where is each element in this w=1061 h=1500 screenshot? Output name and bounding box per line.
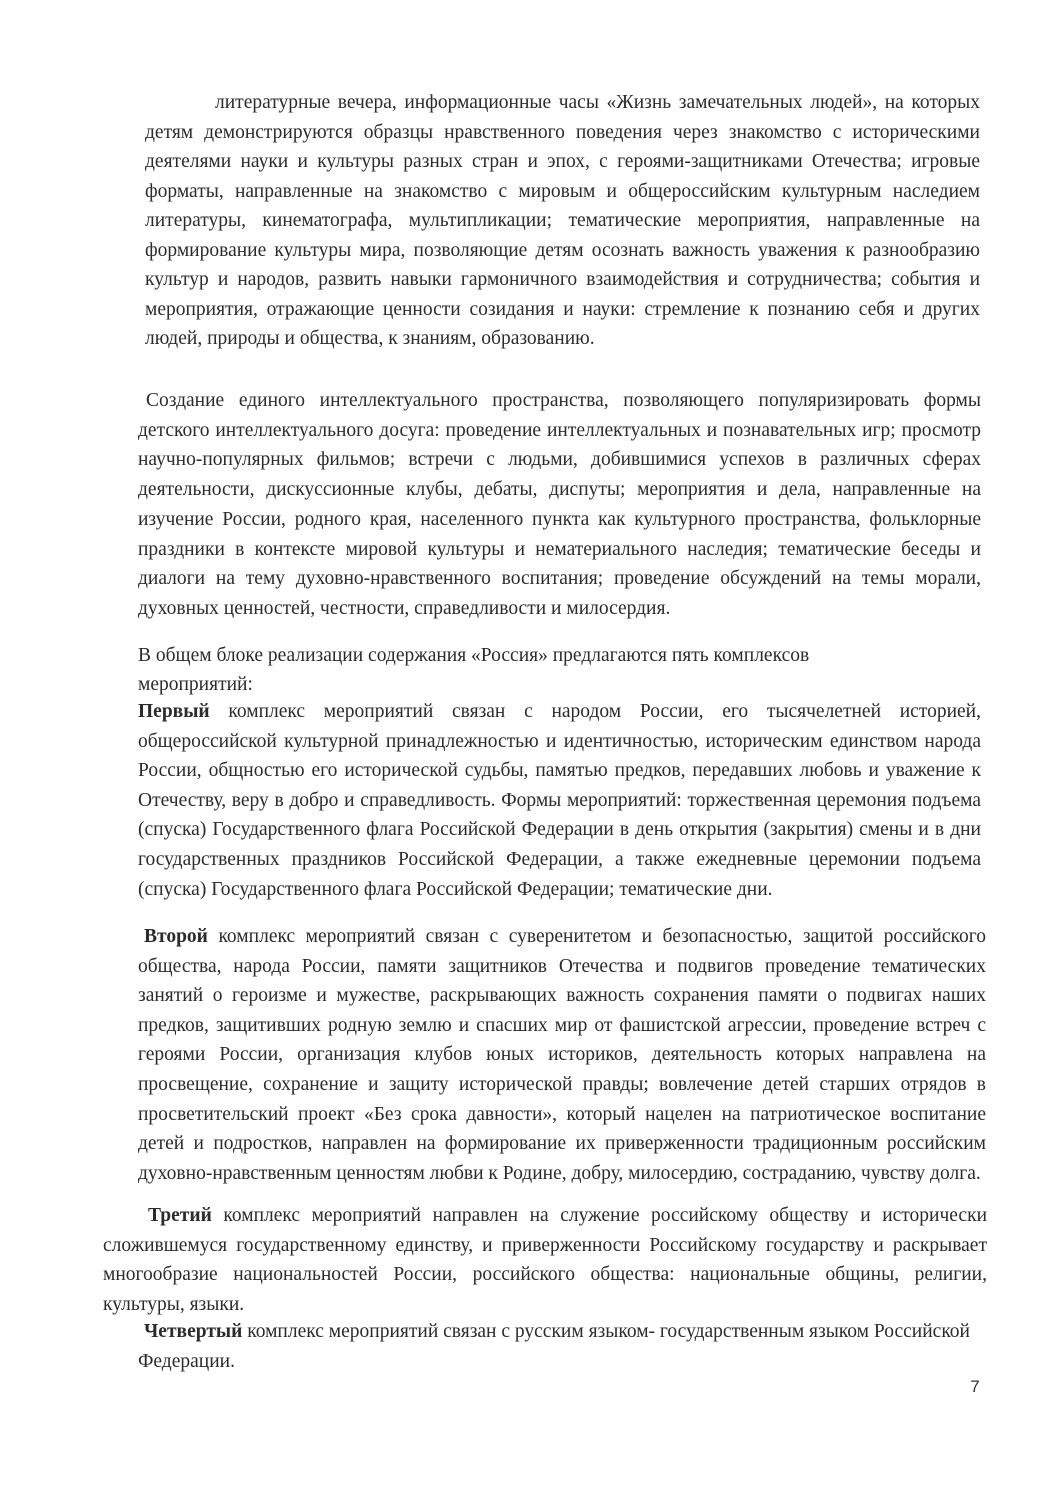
paragraph-second-complex <box>138 922 986 1188</box>
paragraph-cultural-events: литературные вечера, информационные часы «Жизнь замечательных людей», на которых детям демонстрируются образцы нравственного поведения через знакомство с историческими деятелями науки и культуры разных стран и эпох, с героями-защитниками Отечества; игровые форматы, направленные на знакомство с мировым и общероссийским культурным наследием литературы, кинематографа, мультипликации; тематические мероприятия, направленные на формирование культуры мира, позволяющие детям осознать важность уважения к разнообразию культур и народов, развить навыки гармоничного взаимодействия и сотрудничества; события и мероприятия, отражающие ценности созидания и науки: стремление к познанию себя и других людей, природы и общества, к знаниям, образованию. <box>145 92 980 349</box>
paragraph-intellectual-space: Создание единого интеллектуального пространства, позволяющего популяризировать формы детского интеллектуального досуга: проведение интеллектуальных и познавательных игр; просмотр научно-популярных фильмов; встречи с людьми, добившимися успехов в различных сферах деятельности, дискуссионные клубы, дебаты, диспуты; мероприятия и дела, направленные на изучение России, родного края, населенного пункта как культурного пространства, фольклорные праздники в контексте мировой культуры и нематериального наследия; тематические беседы и диалоги на тему духовно-нравственного воспитания; проведение обсуждений на темы морали, духовных ценностей, честности, справедливости и милосердия. <box>138 390 981 619</box>
intro-line-2: мероприятий: <box>138 674 253 695</box>
second-complex-text: комплекс мероприятий связан с суверенитетом и безопасностью, защитой российского общества, народа России, памяти защитников Отечества и подвигов проведение тематических занятий о героизме и мужестве, раскрывающих важность сохранения памяти о подвигах наших предков, защитивших родную землю и спасших мир от фашистской агрессии, проведение встреч с героями России, организация клубов юных историков, деятельность которых направлена на просвещение, сохранение и защиту исторической правды; вовлечение детей старших отрядов в просветительский проект «Без срока давности», который нацелен на патриотическое воспитание детей и подростков, направлен на формирование их приверженности традиционным российским духовно-нравственным ценностям любви к Родине, добру, милосердию, состраданию, чувству долга. <box>138 926 986 1184</box>
first-complex-text: комплекс мероприятий связан с народом России, его тысячелетней историей, общероссийской культурной принадлежностью и идентичностью, историческим единством народа России, общностью его исторической судьбы, памятью предков, передавших любовь и уважение к Отечеству, веру в добро и справедливость. Формы мероприятий: торжественная церемония подъема (спуска) Государственного флага Российской Федерации в день открытия (закрытия) смены и в дни государственных праздников Российской Федерации, а также ежедневные церемонии подъема (спуска) Государственного флага Российской Федерации; тематические дни. <box>138 701 981 900</box>
third-complex-heading: Третий <box>148 1205 212 1226</box>
first-complex-heading: Первый <box>138 701 210 722</box>
page-number: 7 <box>970 1377 980 1396</box>
fourth-complex-heading: Четвертый <box>144 1321 243 1342</box>
second-complex-heading: Второй <box>144 926 208 947</box>
paragraph-fourth-complex <box>138 1317 983 1376</box>
fourth-complex-text: комплекс мероприятий связан с русским языком- государственным языком Российской Федерации. <box>138 1321 970 1372</box>
paragraph-first-complex <box>138 697 981 904</box>
paragraph-russia-block-intro <box>138 641 981 699</box>
paragraph-third-complex <box>103 1201 987 1319</box>
third-complex-text: комплекс мероприятий направлен на служение российскому обществу и исторически сложившемуся государственному единству, и приверженности Российскому государству и раскрывает многообразие национальностей России, российского общества: национальные общины, религии, культуры, языки. <box>103 1205 987 1315</box>
intro-line-1: В общем блоке реализации содержания «Россия» предлагаются пять комплексов <box>138 645 810 666</box>
